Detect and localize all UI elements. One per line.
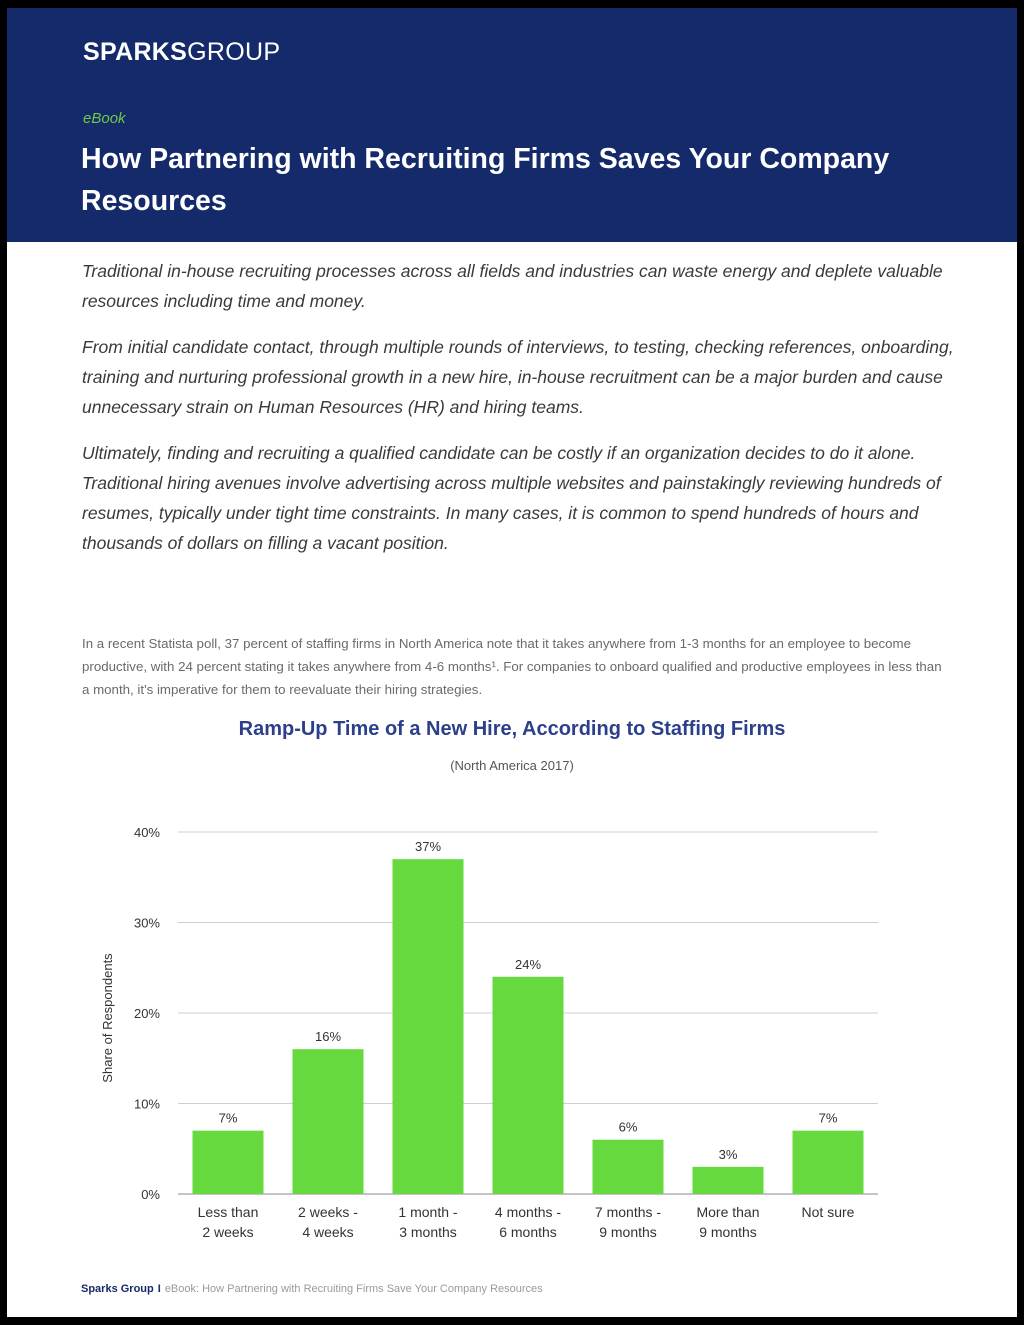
y-tick-label: 40% [133, 825, 160, 840]
x-tick-label: 3 months [399, 1224, 457, 1240]
x-tick-label: 6 months [499, 1224, 557, 1240]
x-tick-label: Less than [197, 1204, 259, 1220]
bar [793, 1131, 864, 1194]
bar-value-label: 24% [514, 956, 542, 972]
y-tick-label: 0% [141, 1187, 160, 1202]
x-tick-label: 9 months [599, 1224, 657, 1240]
intro-section [82, 256, 962, 574]
bar [393, 859, 464, 1194]
ebook-label: eBook [83, 110, 126, 127]
brand-logo-light: GROUP [187, 38, 281, 66]
x-tick-label: 4 weeks [302, 1224, 354, 1240]
x-tick-label: 1 month - [398, 1204, 458, 1220]
intro-paragraph: Ultimately, finding and recruiting a qualified candidate can be costly if an organization decides to do it alone. Traditional hiring avenues involve advertising across multiple websites and painstakingly reviewing hundreds of resumes, typically under tight time constraints. In many cases, it is common to spend hundreds of hours and thousands of dollars on filling a vacant position. [82, 443, 941, 553]
intro-paragraph: Traditional in-house recruiting processes across all fields and industries can waste energy and deplete valuable resources including time and money. [82, 261, 943, 311]
header-banner [7, 8, 1017, 242]
x-tick-label: Not sure [801, 1204, 855, 1220]
chart-subtitle: (North America 2017) [450, 758, 574, 773]
footer-text: eBook: How Partnering with Recruiting Firms Save Your Company Resources [164, 1283, 543, 1295]
ebook-page [7, 8, 1017, 1317]
chart-title: Ramp-Up Time of a New Hire, According to Staffing Firms [238, 718, 786, 740]
brand-logo-bold: SPARKS [83, 38, 188, 66]
footer-brand: Sparks Group [81, 1283, 154, 1295]
bar [593, 1140, 664, 1194]
statista-paragraph: In a recent Statista poll, 37 percent of staffing firms in North America note that it takes anywhere from 1-3 months for an employee to become productive, with 24 percent stating it takes anywhere from 4-6 months¹. For companies to onboard qualified and productive employees in less than a month, it's imperative for them to reevaluate their hiring strategies. [82, 636, 942, 697]
bar-value-label: 37% [414, 839, 442, 855]
intro-paragraph: From initial candidate contact, through multiple rounds of interviews, to testing, checking references, onboarding, training and nurturing professional growth in a new hire, in-house recruitment can be a major burden and cause unnecessary strain on Human Resources (HR) and hiring teams. [82, 337, 954, 417]
brand-logo [83, 38, 280, 67]
document-title: How Partnering with Recruiting Firms Saves Your Company Resources [81, 143, 890, 217]
x-tick-label: More than [696, 1204, 760, 1220]
bar-value-label: 7% [218, 1110, 238, 1126]
x-tick-label: 7 months - [594, 1204, 662, 1220]
y-tick-label: 20% [133, 1006, 160, 1021]
y-tick-label: 10% [133, 1096, 160, 1112]
page-footer [81, 1283, 543, 1295]
bar [493, 977, 564, 1194]
bar [693, 1167, 764, 1194]
bar [293, 1049, 364, 1194]
x-tick-label: 2 weeks [202, 1224, 254, 1240]
x-tick-label: 9 months [699, 1224, 757, 1240]
y-axis-title: Share of Respondents [100, 953, 115, 1083]
bar [193, 1131, 264, 1194]
footer-separator: I [157, 1283, 161, 1295]
bar-value-label: 7% [818, 1110, 838, 1126]
x-tick-label: 4 months - [494, 1204, 562, 1220]
y-tick-label: 30% [133, 915, 160, 931]
bar-value-label: 6% [618, 1119, 638, 1135]
bar-value-label: 16% [314, 1029, 342, 1045]
bar-value-label: 3% [718, 1146, 738, 1162]
x-tick-label: 2 weeks - [298, 1204, 358, 1220]
